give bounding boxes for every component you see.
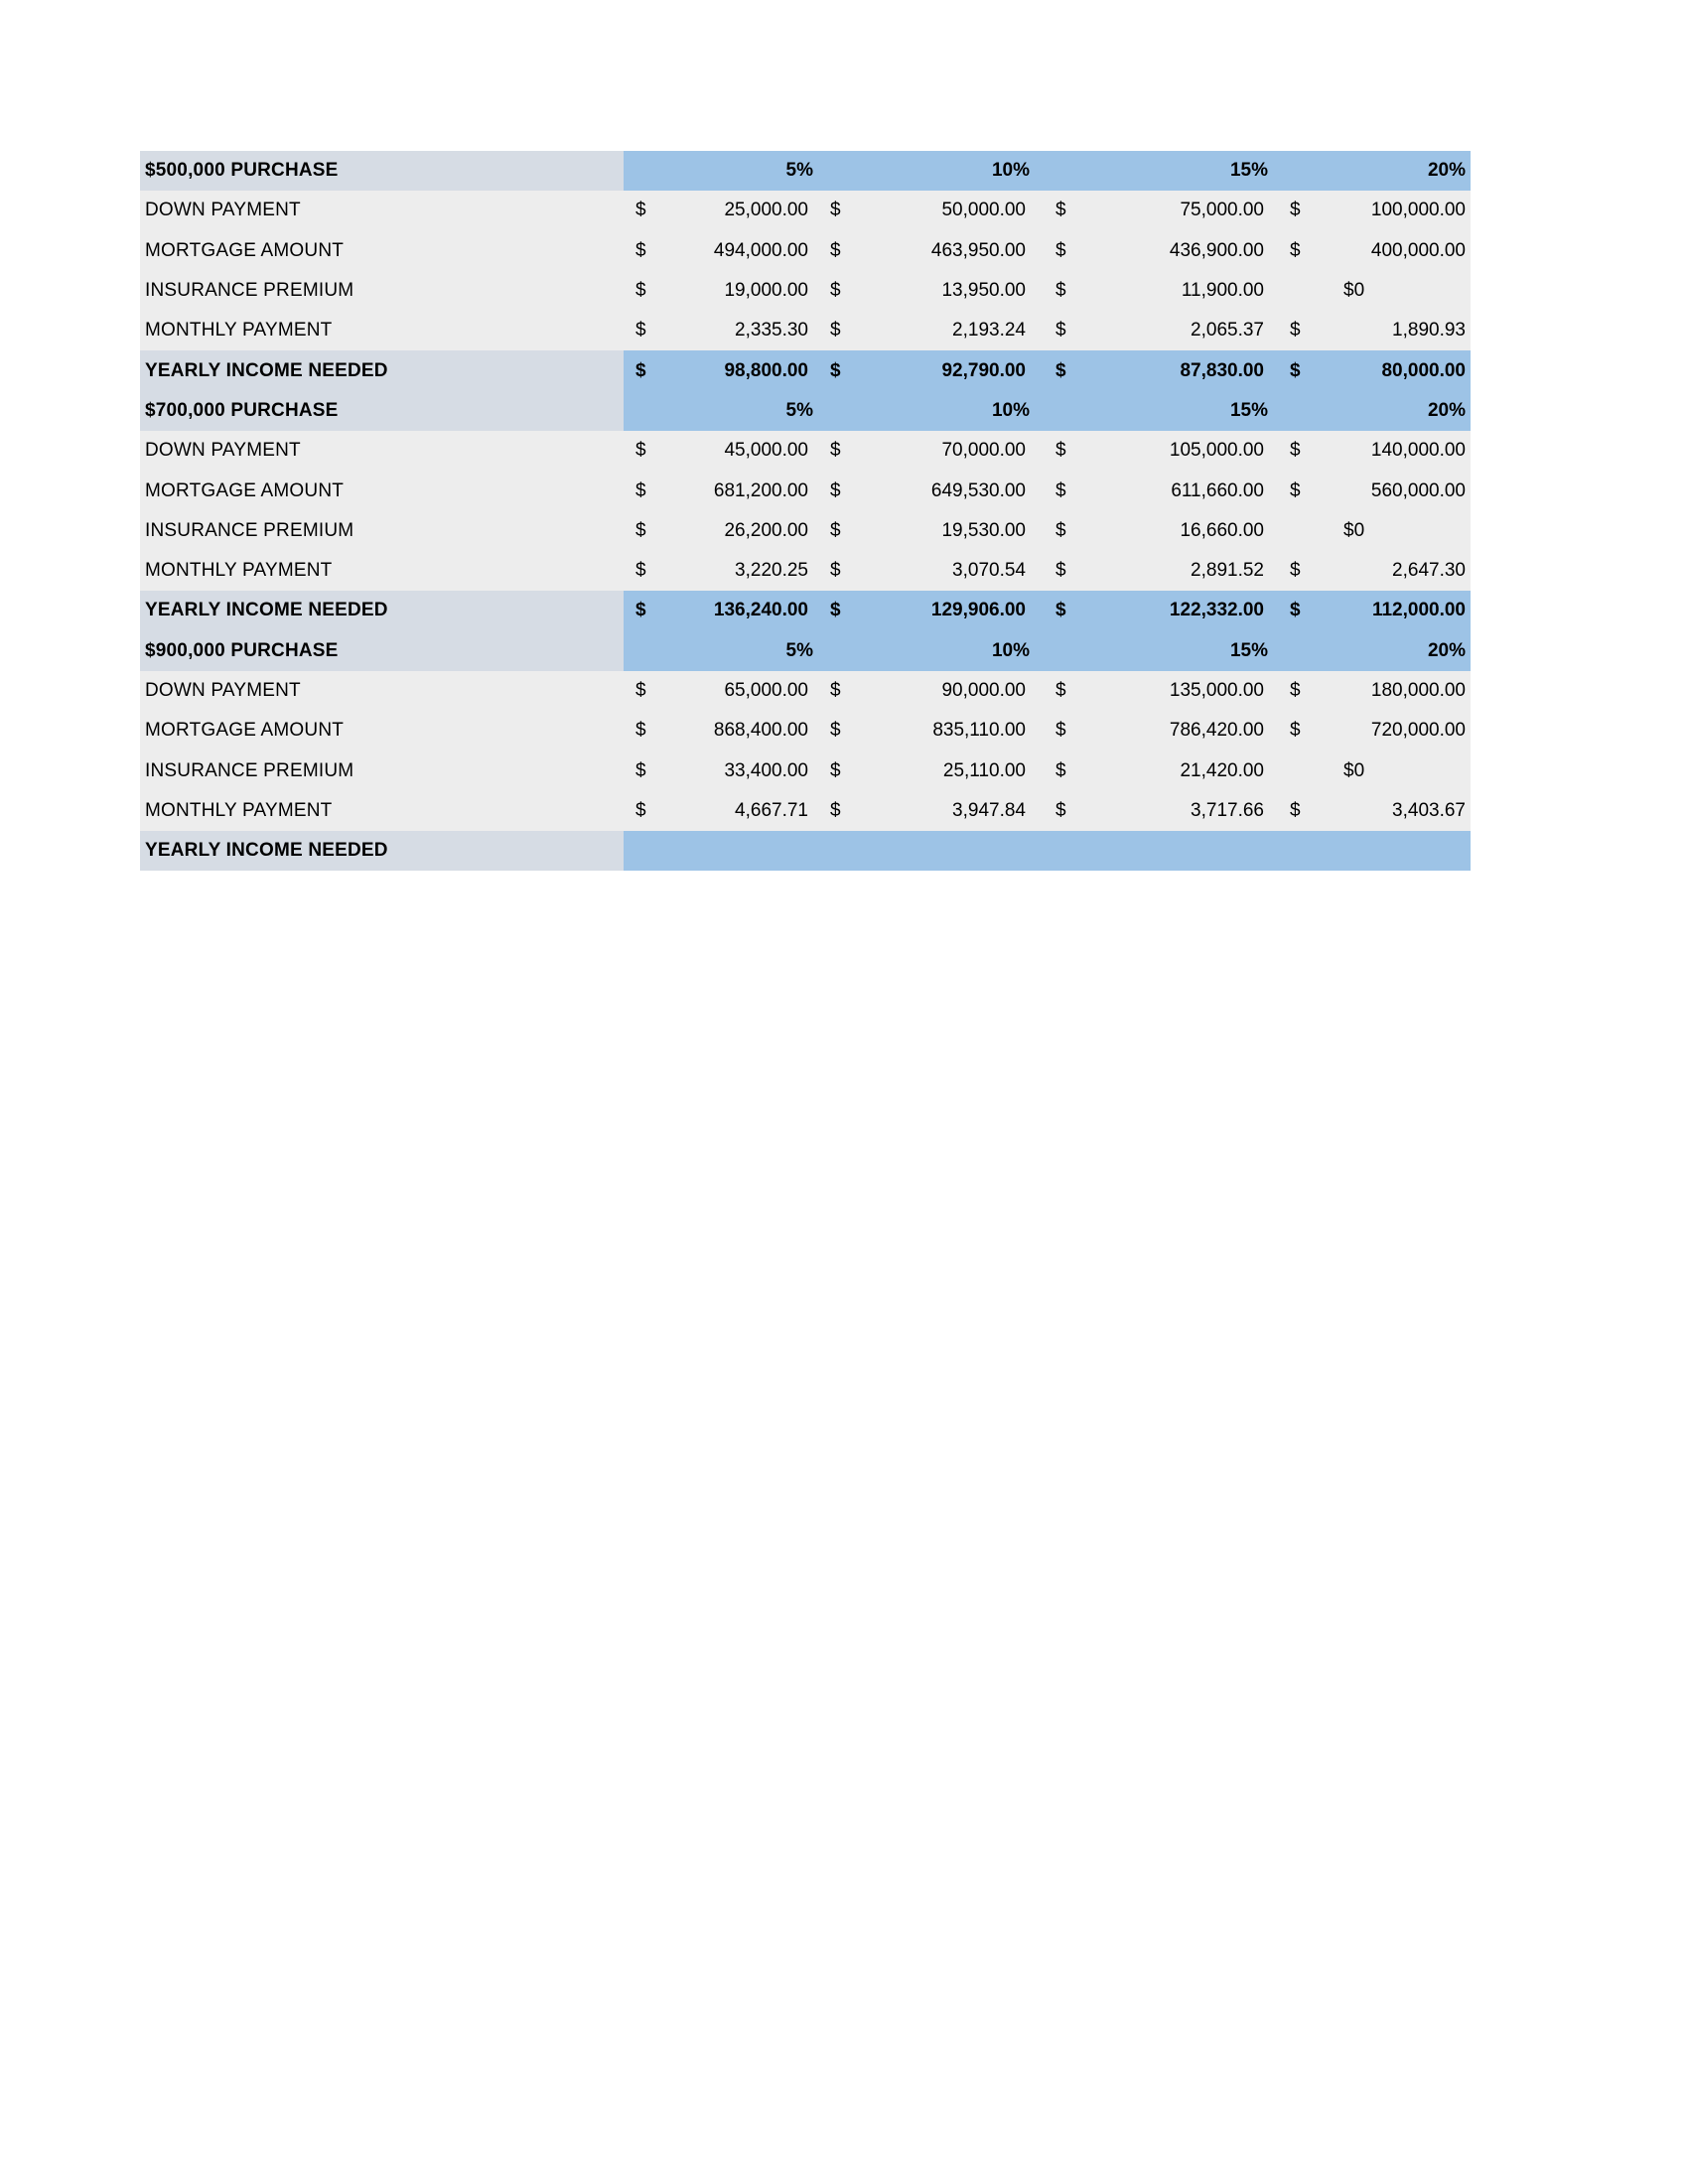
table-row — [140, 471, 1471, 510]
value-cell — [818, 551, 1026, 591]
amount: 868,400.00 — [713, 720, 808, 742]
value-cell — [624, 511, 808, 551]
currency-symbol: $ — [1055, 600, 1066, 621]
currency-symbol: $ — [1290, 479, 1301, 501]
value-cell — [818, 471, 1026, 510]
row-label: DOWN PAYMENT — [140, 191, 624, 230]
amount: 100,000.00 — [1370, 200, 1466, 221]
row-value-cells — [624, 431, 1471, 471]
row-value-cells — [624, 511, 1471, 551]
value-cell — [818, 591, 1026, 630]
row-label: YEARLY INCOME NEEDED — [140, 831, 624, 871]
amount: 19,000.00 — [724, 280, 808, 302]
amount: 25,110.00 — [942, 759, 1026, 781]
value-cell — [624, 591, 808, 630]
value-cell — [1278, 191, 1466, 230]
amount: 494,000.00 — [713, 239, 808, 261]
currency-symbol: $ — [1290, 320, 1301, 341]
table-row — [140, 751, 1471, 790]
value-cell — [1278, 471, 1466, 510]
row-value-cells — [624, 271, 1471, 311]
amount: 70,000.00 — [941, 440, 1026, 462]
section-header-row — [140, 631, 1471, 671]
amount: $0 — [1343, 759, 1365, 781]
amount: 92,790.00 — [941, 359, 1026, 381]
value-cell — [1278, 271, 1466, 311]
amount: 3,947.84 — [952, 799, 1026, 821]
currency-symbol: $ — [1055, 759, 1066, 781]
table-row — [140, 551, 1471, 591]
currency-symbol: $ — [635, 200, 646, 221]
value-cell — [1044, 671, 1264, 711]
value-cell — [1278, 231, 1466, 271]
value-cell — [624, 431, 808, 471]
value-cell — [1278, 791, 1466, 831]
value-cell — [1278, 711, 1466, 751]
currency-symbol: $ — [635, 440, 646, 462]
down-payment-percent: 15% — [1229, 639, 1268, 661]
amount: 180,000.00 — [1370, 680, 1466, 701]
row-value-cells — [624, 711, 1471, 751]
table-row — [140, 271, 1471, 311]
row-value-cells — [624, 551, 1471, 591]
amount: 3,403.67 — [1392, 799, 1466, 821]
value-cell — [818, 751, 1026, 790]
row-label: MORTGAGE AMOUNT — [140, 471, 624, 510]
amount: 786,420.00 — [1169, 720, 1264, 742]
amount: 400,000.00 — [1370, 239, 1466, 261]
currency-symbol: $ — [1290, 560, 1301, 582]
amount: 136,240.00 — [713, 600, 808, 621]
section-title: $900,000 PURCHASE — [140, 631, 624, 671]
currency-symbol: $ — [830, 519, 841, 541]
row-label: MONTHLY PAYMENT — [140, 791, 624, 831]
down-payment-percent: 15% — [1229, 399, 1268, 421]
amount: 25,000.00 — [724, 200, 808, 221]
currency-symbol: $ — [1055, 680, 1066, 701]
amount: 2,335.30 — [735, 320, 808, 341]
currency-symbol: $ — [635, 759, 646, 781]
row-label: INSURANCE PREMIUM — [140, 271, 624, 311]
value-cell — [1044, 191, 1264, 230]
value-cell — [624, 831, 808, 871]
down-payment-percent: 10% — [991, 639, 1030, 661]
value-cell — [1044, 591, 1264, 630]
value-cell — [818, 271, 1026, 311]
row-value-cells — [624, 671, 1471, 711]
table-row — [140, 231, 1471, 271]
value-cell — [818, 511, 1026, 551]
currency-symbol: $ — [830, 320, 841, 341]
amount: 45,000.00 — [724, 440, 808, 462]
amount: 112,000.00 — [1371, 600, 1466, 621]
amount: 135,000.00 — [1169, 680, 1264, 701]
amount: 11,900.00 — [1181, 280, 1264, 302]
row-label: MORTGAGE AMOUNT — [140, 711, 624, 751]
currency-symbol: $ — [830, 600, 841, 621]
amount: 436,900.00 — [1169, 239, 1264, 261]
down-payment-percent: 10% — [991, 399, 1030, 421]
currency-symbol: $ — [635, 359, 646, 381]
down-payment-percent: 5% — [785, 160, 813, 182]
currency-symbol: $ — [635, 680, 646, 701]
down-payment-percent: 5% — [785, 639, 813, 661]
value-cell — [1044, 231, 1264, 271]
value-cell — [818, 191, 1026, 230]
value-cell — [624, 751, 808, 790]
amount: 463,950.00 — [930, 239, 1026, 261]
percent-header-cells — [624, 391, 1471, 431]
currency-symbol: $ — [830, 200, 841, 221]
currency-symbol: $ — [830, 759, 841, 781]
value-cell — [624, 191, 808, 230]
amount: 560,000.00 — [1370, 479, 1466, 501]
row-value-cells — [624, 751, 1471, 790]
value-cell — [1278, 350, 1466, 390]
currency-symbol: $ — [1055, 720, 1066, 742]
currency-symbol: $ — [1055, 359, 1066, 381]
currency-symbol: $ — [1055, 200, 1066, 221]
percent-header-cells — [624, 631, 1471, 671]
value-cell — [1044, 551, 1264, 591]
row-label: MONTHLY PAYMENT — [140, 311, 624, 350]
value-cell — [818, 791, 1026, 831]
down-payment-percent: 20% — [1427, 399, 1466, 421]
amount: 4,667.71 — [735, 799, 808, 821]
value-cell — [1044, 791, 1264, 831]
currency-symbol: $ — [1290, 200, 1301, 221]
row-label: INSURANCE PREMIUM — [140, 751, 624, 790]
amount: 2,065.37 — [1191, 320, 1264, 341]
amount: 681,200.00 — [713, 479, 808, 501]
value-cell — [1044, 271, 1264, 311]
value-cell — [1044, 831, 1264, 871]
value-cell — [624, 350, 808, 390]
value-cell — [1044, 511, 1264, 551]
value-cell — [624, 271, 808, 311]
value-cell — [1278, 551, 1466, 591]
row-value-cells — [624, 350, 1471, 390]
down-payment-percent: 5% — [785, 399, 813, 421]
row-label: YEARLY INCOME NEEDED — [140, 350, 624, 390]
percent-header-cells — [624, 151, 1471, 191]
value-cell — [818, 671, 1026, 711]
value-cell — [1044, 711, 1264, 751]
row-value-cells — [624, 831, 1471, 871]
row-label: DOWN PAYMENT — [140, 671, 624, 711]
currency-symbol: $ — [1055, 320, 1066, 341]
down-payment-percent: 15% — [1229, 160, 1268, 182]
down-payment-percent: 10% — [991, 160, 1030, 182]
amount: 1,890.93 — [1392, 320, 1466, 341]
value-cell — [1278, 831, 1466, 871]
amount: 98,800.00 — [724, 359, 808, 381]
yearly-income-row — [140, 350, 1471, 390]
value-cell — [624, 551, 808, 591]
value-cell — [818, 711, 1026, 751]
down-payment-percent: 20% — [1427, 160, 1466, 182]
currency-symbol: $ — [830, 680, 841, 701]
amount: 3,220.25 — [735, 560, 808, 582]
section-header-row — [140, 391, 1471, 431]
currency-symbol: $ — [830, 560, 841, 582]
value-cell — [1278, 671, 1466, 711]
amount: 2,193.24 — [952, 320, 1026, 341]
row-label: MORTGAGE AMOUNT — [140, 231, 624, 271]
currency-symbol: $ — [635, 799, 646, 821]
value-cell — [624, 311, 808, 350]
currency-symbol: $ — [830, 280, 841, 302]
currency-symbol: $ — [830, 239, 841, 261]
amount: 87,830.00 — [1180, 359, 1264, 381]
amount: 611,660.00 — [1171, 479, 1264, 501]
table-row — [140, 311, 1471, 350]
row-label: YEARLY INCOME NEEDED — [140, 591, 624, 630]
value-cell — [624, 671, 808, 711]
row-value-cells — [624, 231, 1471, 271]
currency-symbol: $ — [635, 479, 646, 501]
yearly-income-row — [140, 591, 1471, 630]
value-cell — [1278, 311, 1466, 350]
table-row — [140, 671, 1471, 711]
currency-symbol: $ — [635, 320, 646, 341]
mortgage-sheet — [140, 151, 1471, 871]
amount: 105,000.00 — [1169, 440, 1264, 462]
currency-symbol: $ — [635, 239, 646, 261]
table-row — [140, 711, 1471, 751]
amount: 720,000.00 — [1370, 720, 1466, 742]
row-label: DOWN PAYMENT — [140, 431, 624, 471]
table-row — [140, 191, 1471, 230]
section-header-row — [140, 151, 1471, 191]
row-value-cells — [624, 311, 1471, 350]
amount: 3,070.54 — [952, 560, 1026, 582]
currency-symbol: $ — [635, 280, 646, 302]
value-cell — [1044, 751, 1264, 790]
amount: 835,110.00 — [932, 720, 1026, 742]
row-value-cells — [624, 591, 1471, 630]
section-title: $700,000 PURCHASE — [140, 391, 624, 431]
amount: 33,400.00 — [724, 759, 808, 781]
value-cell — [1278, 591, 1466, 630]
currency-symbol: $ — [1055, 440, 1066, 462]
table-row — [140, 791, 1471, 831]
value-cell — [624, 231, 808, 271]
row-value-cells — [624, 191, 1471, 230]
currency-symbol: $ — [1290, 799, 1301, 821]
amount: 3,717.66 — [1191, 799, 1264, 821]
value-cell — [1044, 431, 1264, 471]
currency-symbol: $ — [830, 479, 841, 501]
amount: 649,530.00 — [930, 479, 1026, 501]
row-value-cells — [624, 791, 1471, 831]
value-cell — [624, 791, 808, 831]
amount: 2,891.52 — [1191, 560, 1264, 582]
amount: 19,530.00 — [941, 519, 1026, 541]
amount: $0 — [1343, 280, 1365, 302]
amount: 21,420.00 — [1180, 759, 1264, 781]
amount: 50,000.00 — [941, 200, 1026, 221]
table-row — [140, 431, 1471, 471]
value-cell — [1044, 350, 1264, 390]
currency-symbol: $ — [1055, 479, 1066, 501]
currency-symbol: $ — [1290, 600, 1301, 621]
amount: 90,000.00 — [941, 680, 1026, 701]
value-cell — [1278, 511, 1466, 551]
amount: 140,000.00 — [1370, 440, 1466, 462]
down-payment-percent: 20% — [1427, 639, 1466, 661]
value-cell — [818, 431, 1026, 471]
yearly-income-row — [140, 831, 1471, 871]
amount: 80,000.00 — [1381, 359, 1466, 381]
value-cell — [1044, 471, 1264, 510]
currency-symbol: $ — [1055, 280, 1066, 302]
amount: 122,332.00 — [1169, 600, 1264, 621]
amount: 75,000.00 — [1180, 200, 1264, 221]
value-cell — [1278, 751, 1466, 790]
value-cell — [1044, 311, 1264, 350]
table-row — [140, 511, 1471, 551]
currency-symbol: $ — [830, 440, 841, 462]
currency-symbol: $ — [635, 519, 646, 541]
currency-symbol: $ — [635, 560, 646, 582]
currency-symbol: $ — [1055, 519, 1066, 541]
currency-symbol: $ — [1290, 239, 1301, 261]
value-cell — [818, 350, 1026, 390]
currency-symbol: $ — [1290, 720, 1301, 742]
row-value-cells — [624, 471, 1471, 510]
amount: $0 — [1343, 519, 1365, 541]
value-cell — [624, 471, 808, 510]
currency-symbol: $ — [1055, 799, 1066, 821]
row-label: MONTHLY PAYMENT — [140, 551, 624, 591]
currency-symbol: $ — [635, 720, 646, 742]
currency-symbol: $ — [635, 600, 646, 621]
currency-symbol: $ — [1290, 359, 1301, 381]
amount: 16,660.00 — [1180, 519, 1264, 541]
currency-symbol: $ — [1055, 560, 1066, 582]
amount: 65,000.00 — [724, 680, 808, 701]
currency-symbol: $ — [830, 720, 841, 742]
currency-symbol: $ — [830, 799, 841, 821]
amount: 13,950.00 — [941, 280, 1026, 302]
currency-symbol: $ — [1290, 680, 1301, 701]
currency-symbol: $ — [830, 359, 841, 381]
value-cell — [818, 311, 1026, 350]
amount: 26,200.00 — [724, 519, 808, 541]
value-cell — [1278, 431, 1466, 471]
currency-symbol: $ — [1290, 440, 1301, 462]
value-cell — [624, 711, 808, 751]
currency-symbol: $ — [1055, 239, 1066, 261]
value-cell — [818, 231, 1026, 271]
section-title: $500,000 PURCHASE — [140, 151, 624, 191]
amount: 129,906.00 — [930, 600, 1026, 621]
row-label: INSURANCE PREMIUM — [140, 511, 624, 551]
amount: 2,647.30 — [1392, 560, 1466, 582]
value-cell — [818, 831, 1026, 871]
